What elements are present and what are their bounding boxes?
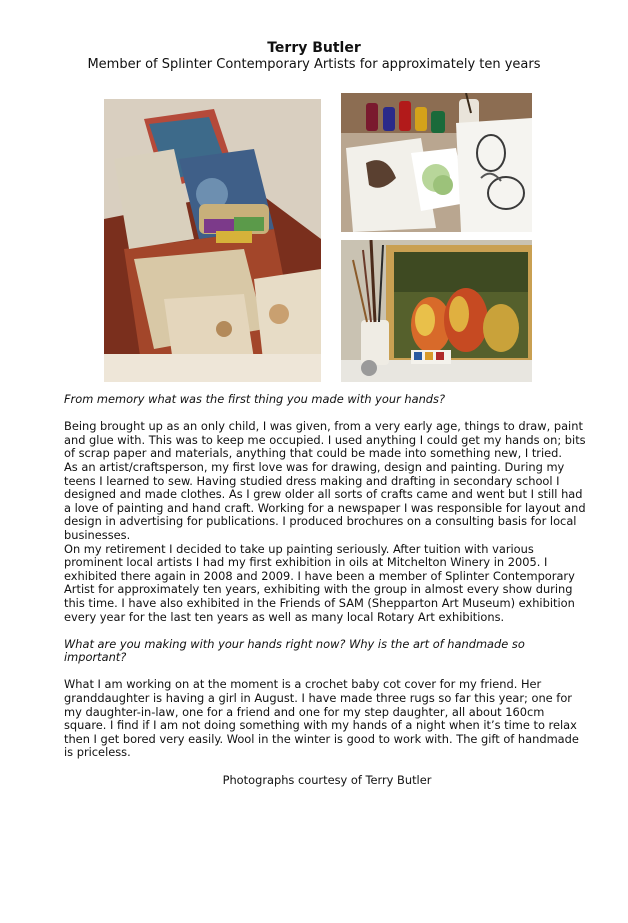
pear-painting-photo <box>341 240 532 382</box>
answer-1-paragraph-2: As an artist/craftsperson, my first love was for drawing, design and painting. During my teens I learned to sew. Having studied dress making and drafting in secondary school I designed and made clothes. As I grew older all sorts of crafts came and went but I still had a love of painting and hand craft. Working for a newspaper I was responsible for layout and design in advertising for publications. I produced brochures on a consulting basis for local businesses. <box>64 459 586 542</box>
interview-text <box>64 393 590 787</box>
paints-sketches-image <box>341 93 532 232</box>
article-header <box>0 40 628 73</box>
page-subtitle: Member of Splinter Contemporary Artists for approximately ten years <box>87 57 541 72</box>
answer-1-paragraph-1: Being brought up as an only child, I was given, from a very early age, things to draw, paint and glue with. This was to keep me occupied. I used anything I could get my hands on; bits of scrap paper and materials, anything that could be made into something new, I tried. <box>64 419 586 461</box>
pear-painting-image <box>341 240 532 382</box>
question-1: From memory what was the first thing you made with your hands? <box>64 392 446 406</box>
answer-2: What I am working on at the moment is a crochet baby cot cover for my friend. Her granddaughter is having a girl in August. I have made three rugs so far this year; one for my daughter-in-law, one for a friend and one for my step daughter, all about 160cm square. I find if I am not doing something with my hands of a night when it’s time to relax then I get bored very easily. Wool in the winter is good to work with. The gift of handmade is priceless. <box>64 677 579 760</box>
answer-1-paragraph-3: On my retirement I decided to take up painting seriously. After tuition with various prominent local artists I had my first exhibition in oils at Mitchelton Winery in 2005. I exhibited there again in 2008 and 2009. I have been a member of Splinter Contemporary Artist for approximately ten years, exhibiting with the group in almost every show during this time. I have also exhibited in the Friends of SAM (Shepparton Art Museum) exhibition every year for the last ten years as well as many local Rotary Art exhibitions. <box>64 541 575 624</box>
paints-sketches-photo <box>341 93 532 232</box>
crafts-collage-image <box>104 99 321 382</box>
page-title: Terry Butler <box>267 40 361 56</box>
photo-credit: Photographs courtesy of Terry Butler <box>222 772 432 787</box>
question-2: What are you making with your hands right now? Why is the art of handmade so important? <box>64 636 525 665</box>
crafts-collage-photo <box>104 99 321 382</box>
